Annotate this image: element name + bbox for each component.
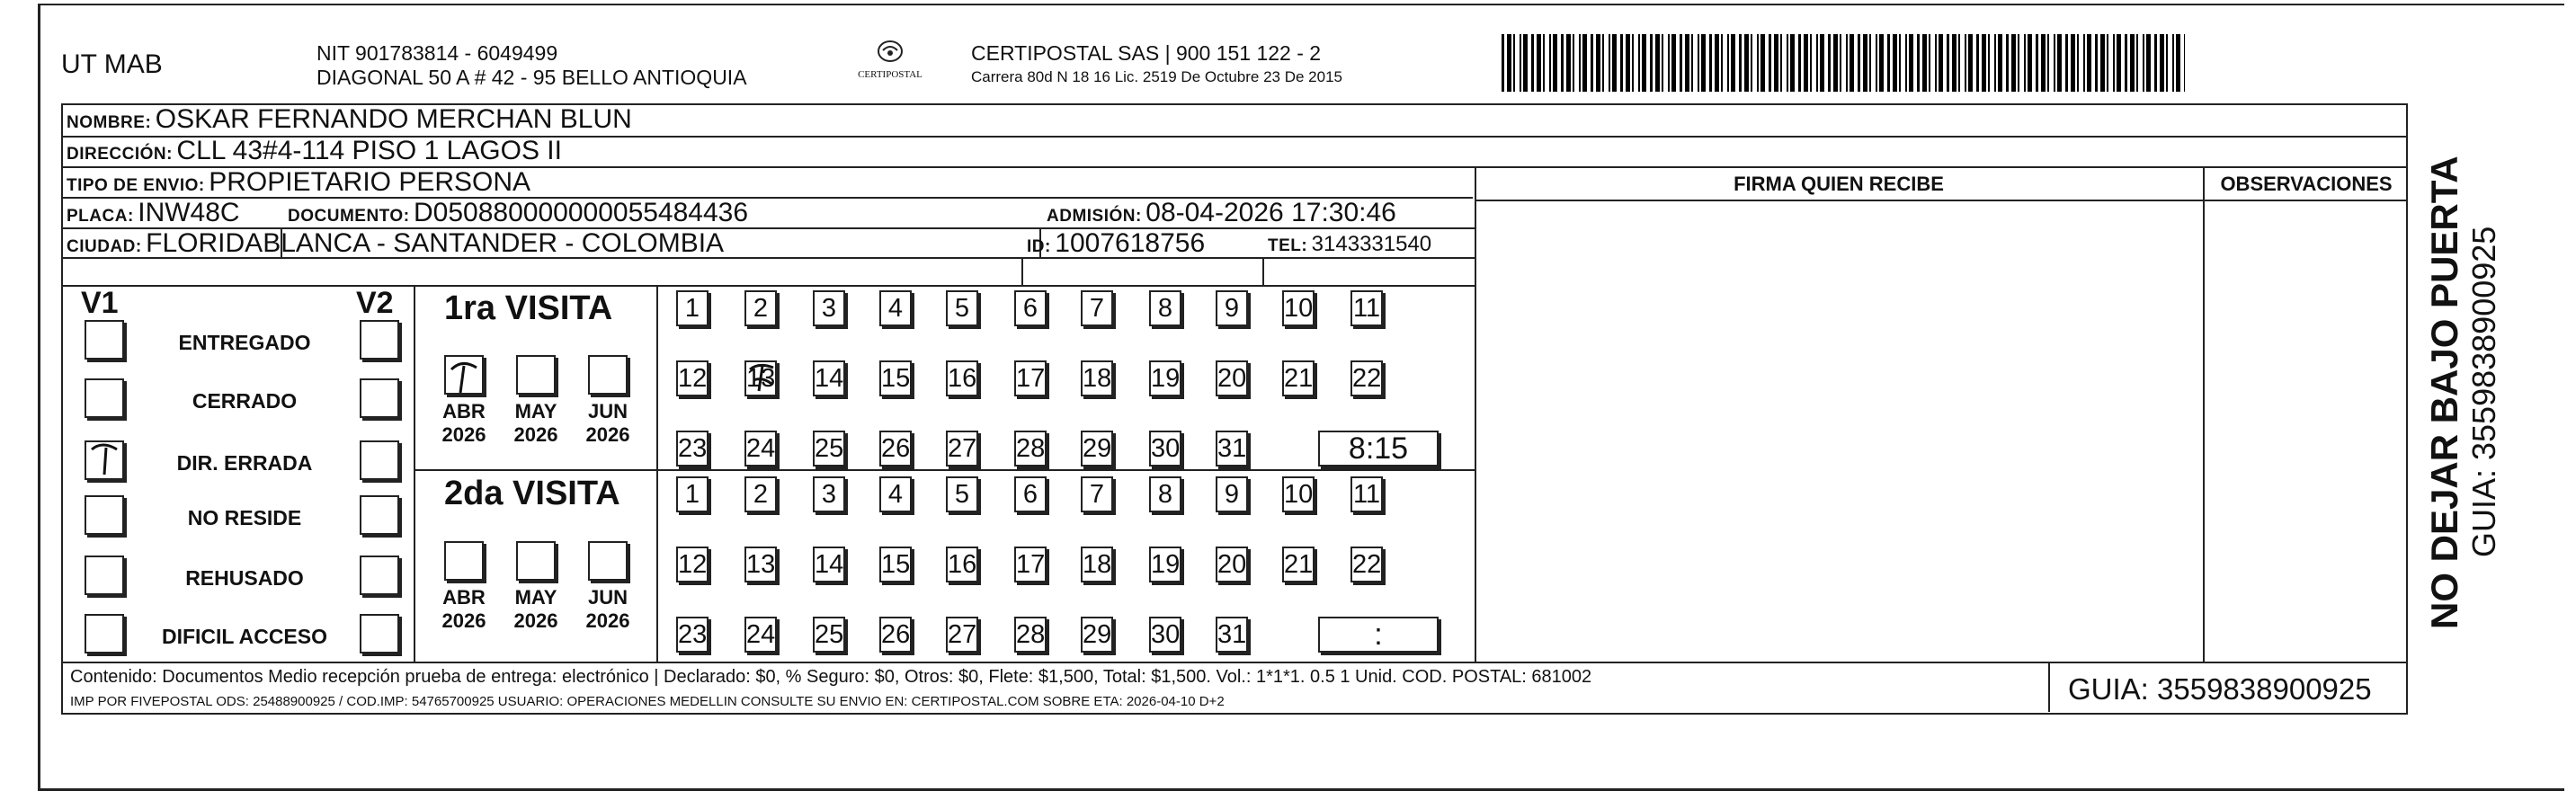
tel-label: TEL: xyxy=(1268,236,1308,255)
second-visit-day-box[interactable]: 28 xyxy=(1014,617,1047,653)
observaciones-label: OBSERVACIONES xyxy=(2220,173,2393,195)
second-visit-day-box[interactable]: 16 xyxy=(946,547,978,582)
first-visit-day-box[interactable]: 13 xyxy=(744,360,777,396)
second-visit-day-box[interactable]: 31 xyxy=(1216,617,1248,653)
second-visit-day-box[interactable]: 1 xyxy=(676,476,709,512)
first-visit-day-box[interactable]: 16 xyxy=(946,360,978,396)
side-warning: NO DEJAR BAJO PUERTA xyxy=(2423,156,2465,629)
second-visit-day-box[interactable]: 22 xyxy=(1350,547,1383,582)
v2-label: V2 xyxy=(356,286,394,320)
status-label: REHUSADO xyxy=(185,566,304,590)
second-visit-day-box[interactable]: 18 xyxy=(1081,547,1113,582)
second-visit-day-box[interactable]: 7 xyxy=(1081,476,1113,512)
first-visit-day-box[interactable]: 20 xyxy=(1216,360,1248,396)
first-visit-day-box[interactable]: 5 xyxy=(946,290,978,326)
status-v2-checkbox[interactable] xyxy=(360,378,399,418)
status-label: DIR. ERRADA xyxy=(176,451,313,475)
status-v2-checkbox[interactable] xyxy=(360,440,399,480)
placa-cell xyxy=(67,198,240,228)
second-visit-day-box[interactable]: 19 xyxy=(1149,547,1181,582)
status-v1-checkbox[interactable] xyxy=(85,614,124,653)
second-visit-month-label: MAY xyxy=(514,586,557,609)
admision-label: ADMISIÓN: xyxy=(1047,207,1142,226)
second-visit-month-label: ABR xyxy=(442,586,486,609)
second-visit-day-box[interactable]: 14 xyxy=(813,547,845,582)
company-name: UT MAB xyxy=(61,49,163,79)
nombre-value: OSKAR FERNANDO MERCHAN BLUN xyxy=(155,104,632,134)
status-v1-checkbox[interactable] xyxy=(85,556,124,595)
second-visit-day-box[interactable]: 26 xyxy=(879,617,912,653)
first-visit-day-box[interactable]: 31 xyxy=(1216,431,1248,467)
second-visit-day-box[interactable]: 21 xyxy=(1282,547,1315,582)
first-visit-day-box[interactable]: 2 xyxy=(744,290,777,326)
admision-cell xyxy=(1047,198,1396,228)
status-label: DIFICIL ACCESO xyxy=(161,625,327,648)
id-cell xyxy=(1027,228,1205,259)
first-visit-day-box[interactable]: 27 xyxy=(946,431,978,467)
first-visit-day-box[interactable]: 11 xyxy=(1350,290,1383,326)
direccion-label: DIRECCIÓN: xyxy=(67,145,173,164)
status-v2-checkbox[interactable] xyxy=(360,320,399,360)
admision-value: 08-04-2026 17:30:46 xyxy=(1145,198,1396,227)
second-visit-day-box[interactable]: 15 xyxy=(879,547,912,582)
first-visit-day-box[interactable]: 28 xyxy=(1014,431,1047,467)
checkmark-scribble-icon xyxy=(86,439,126,478)
second-visit-day-box[interactable]: 2 xyxy=(744,476,777,512)
first-visit-day-box[interactable]: 4 xyxy=(879,290,912,326)
side-guia: GUIA: 3559838900925 xyxy=(2465,226,2502,557)
first-visit-day-scribble-icon xyxy=(746,360,779,396)
second-visit-title: 2da VISITA xyxy=(444,475,620,512)
footer-guia: GUIA: 3559838900925 xyxy=(2068,672,2372,706)
second-visit-day-box[interactable]: 25 xyxy=(813,617,845,653)
ciudad-cell xyxy=(67,228,724,259)
ciudad-value: FLORIDABLANCA - SANTANDER - COLOMBIA xyxy=(146,228,725,258)
first-visit-day-box[interactable]: 9 xyxy=(1216,290,1248,326)
first-visit-month-checkbox[interactable] xyxy=(588,355,628,395)
first-visit-year-label: 2026 xyxy=(441,423,486,446)
certipostal-id: CERTIPOSTAL SAS | 900 151 122 - 2 xyxy=(971,41,1322,65)
second-visit-day-box[interactable]: 8 xyxy=(1149,476,1181,512)
first-visit-title: 1ra VISITA xyxy=(444,289,613,327)
second-visit-day-box[interactable]: 6 xyxy=(1014,476,1047,512)
first-visit-day-box[interactable]: 1 xyxy=(676,290,709,326)
ciudad-label: CIUDAD: xyxy=(67,237,142,256)
logo-text: CERTIPOSTAL xyxy=(858,69,923,80)
placa-label: PLACA: xyxy=(67,207,134,226)
direccion-row xyxy=(67,136,562,166)
first-visit-year-label: 2026 xyxy=(513,423,558,446)
second-visit-day-box[interactable]: 23 xyxy=(676,617,709,653)
second-visit-day-box[interactable]: 13 xyxy=(744,547,777,582)
nombre-label: NOMBRE: xyxy=(67,113,152,132)
v1-label: V1 xyxy=(81,286,119,320)
status-v2-checkbox[interactable] xyxy=(360,495,399,535)
company-address: DIAGONAL 50 A # 42 - 95 BELLO ANTIOQUIA xyxy=(316,66,747,89)
second-visit-month-label: JUN xyxy=(587,586,628,609)
first-visit-day-box[interactable]: 26 xyxy=(879,431,912,467)
first-visit-day-box[interactable]: 24 xyxy=(744,431,777,467)
second-visit-day-box[interactable]: 20 xyxy=(1216,547,1248,582)
first-visit-day-box[interactable]: 23 xyxy=(676,431,709,467)
first-visit-month-label: ABR xyxy=(442,400,486,422)
first-visit-day-box[interactable]: 10 xyxy=(1282,290,1315,326)
second-visit-day-box[interactable]: 10 xyxy=(1282,476,1315,512)
second-visit-day-box[interactable]: 4 xyxy=(879,476,912,512)
second-visit-day-box[interactable]: 5 xyxy=(946,476,978,512)
first-visit-time-box[interactable]: 8:15 xyxy=(1318,431,1439,467)
status-label: NO RESIDE xyxy=(187,506,302,529)
second-visit-month-checkbox[interactable] xyxy=(444,541,484,581)
first-visit-day-box[interactable]: 29 xyxy=(1081,431,1113,467)
second-visit-day-box[interactable]: 11 xyxy=(1350,476,1383,512)
tipo-row xyxy=(67,167,530,198)
first-visit-day-box[interactable]: 6 xyxy=(1014,290,1047,326)
footer-contenido: Contenido: Documentos Medio recepción prueba de entrega: electrónico | Declarado: $0, % Seguro: $0, Otros: $0, Flete: $1,500, Total: $1,500. Vol.: 1*1*1. 0.5 1 Unid. COD. POSTAL: 681002 xyxy=(70,667,1592,687)
second-visit-day-box[interactable]: 24 xyxy=(744,617,777,653)
first-visit-month-scribble-icon xyxy=(446,357,486,396)
status-v1-checkbox[interactable] xyxy=(85,495,124,535)
second-visit-time-box[interactable]: : xyxy=(1318,617,1439,653)
second-visit-day-box[interactable]: 17 xyxy=(1014,547,1047,582)
second-visit-month-checkbox[interactable] xyxy=(588,541,628,581)
direccion-value: CLL 43#4-114 PISO 1 LAGOS II xyxy=(176,136,562,165)
documento-value: D050880000000055484436 xyxy=(414,198,749,227)
barcode xyxy=(1502,34,2185,92)
status-v2-checkbox[interactable] xyxy=(360,614,399,653)
first-visit-day-box[interactable]: 18 xyxy=(1081,360,1113,396)
placa-value: INW48C xyxy=(138,198,240,227)
status-v1-checkbox[interactable] xyxy=(85,320,124,360)
second-visit-year-label: 2026 xyxy=(441,609,486,632)
first-visit-day-box[interactable]: 17 xyxy=(1014,360,1047,396)
first-visit-day-box[interactable]: 19 xyxy=(1149,360,1181,396)
second-visit-day-box[interactable]: 3 xyxy=(813,476,845,512)
first-visit-day-box[interactable]: 14 xyxy=(813,360,845,396)
status-v2-checkbox[interactable] xyxy=(360,556,399,595)
nombre-row xyxy=(67,104,632,135)
first-visit-day-box[interactable]: 7 xyxy=(1081,290,1113,326)
first-visit-day-box[interactable]: 8 xyxy=(1149,290,1181,326)
second-visit-day-box[interactable]: 9 xyxy=(1216,476,1248,512)
first-visit-day-box[interactable]: 15 xyxy=(879,360,912,396)
id-value: 1007618756 xyxy=(1055,228,1206,258)
first-visit-day-box[interactable]: 30 xyxy=(1149,431,1181,467)
status-label: ENTREGADO xyxy=(178,331,311,354)
first-visit-day-box[interactable]: 21 xyxy=(1282,360,1315,396)
first-visit-day-box[interactable]: 3 xyxy=(813,290,845,326)
second-visit-day-box[interactable]: 30 xyxy=(1149,617,1181,653)
company-nit: NIT 901783814 - 6049499 xyxy=(316,41,558,65)
second-visit-day-box[interactable]: 27 xyxy=(946,617,978,653)
status-label: CERRADO xyxy=(192,389,298,413)
status-v1-checkbox[interactable] xyxy=(85,378,124,418)
certipostal-logo xyxy=(854,38,926,80)
first-visit-year-label: 2026 xyxy=(585,423,630,446)
tel-cell xyxy=(1268,232,1431,257)
first-visit-month-checkbox[interactable] xyxy=(516,355,556,395)
second-visit-year-label: 2026 xyxy=(513,609,558,632)
documento-label: DOCUMENTO: xyxy=(288,207,410,226)
id-label: ID: xyxy=(1027,237,1051,256)
first-visit-month-label: JUN xyxy=(587,400,628,422)
second-visit-day-box[interactable]: 12 xyxy=(676,547,709,582)
logo-icon xyxy=(872,38,908,65)
first-visit-day-box[interactable]: 25 xyxy=(813,431,845,467)
documento-cell xyxy=(288,198,748,228)
second-visit-day-box[interactable]: 29 xyxy=(1081,617,1113,653)
first-visit-day-box[interactable]: 12 xyxy=(676,360,709,396)
tipo-label: TIPO DE ENVIO: xyxy=(67,176,205,195)
first-visit-month-label: MAY xyxy=(514,400,557,422)
second-visit-month-checkbox[interactable] xyxy=(516,541,556,581)
footer-imp: IMP POR FIVEPOSTAL ODS: 25488900925 / COD.IMP: 54765700925 USUARIO: OPERACIONES MEDELLIN CONSULTE SU ENVIO EN: CERTIPOSTAL.COM SOBRE ETA: 2026-04-10 D+2 xyxy=(70,694,1225,709)
first-visit-day-box[interactable]: 22 xyxy=(1350,360,1383,396)
certipostal-license: Carrera 80d N 18 16 Lic. 2519 De Octubre 23 De 2015 xyxy=(971,68,1342,85)
second-visit-year-label: 2026 xyxy=(585,609,630,632)
tel-value: 3143331540 xyxy=(1311,232,1432,256)
firma-label: FIRMA QUIEN RECIBE xyxy=(1734,173,1944,195)
tipo-value: PROPIETARIO PERSONA xyxy=(209,167,531,197)
